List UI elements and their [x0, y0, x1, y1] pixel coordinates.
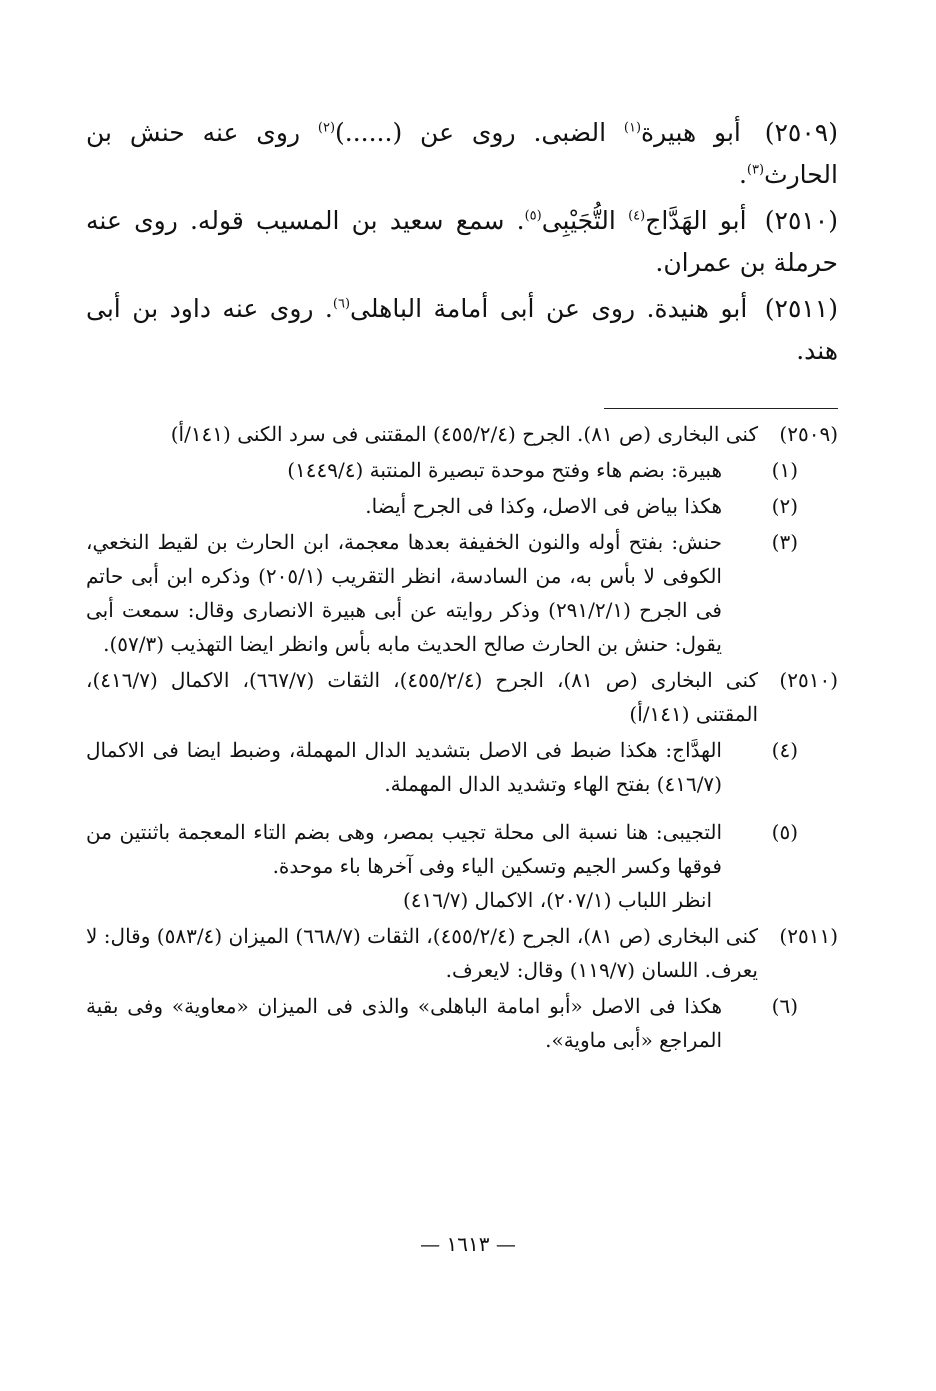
footnote-4: [86, 733, 838, 801]
entry-text: . روى عنه داود بن أبى هند.: [86, 294, 838, 365]
footnote-text: هبيرة: بضم هاء وفتح موحدة تبصيرة المنتبة (١٤٤٩/٤): [287, 458, 722, 482]
footnotes: [86, 417, 838, 1057]
footnote-label: (٥): [771, 820, 798, 844]
footnote-text: هكذا بياض فى الاصل، وكذا فى الجرح أيضا.: [365, 494, 722, 518]
entry-text: أبو هنيدة. روى عن أبى أمامة الباهلى: [350, 294, 748, 323]
footnote-ref-6[interactable]: (٦): [332, 296, 351, 312]
footnote-3: [86, 525, 838, 661]
footnote-ref-2[interactable]: (٢): [317, 120, 336, 136]
entry-number: (٢٥١١): [764, 294, 838, 323]
footnote-label: (١): [771, 458, 798, 482]
footnote-text: كنى البخارى (ص ٨١). الجرح (٤٥٥/٢/٤) المقتنى فى سرد الكنى (١٤١/أ): [170, 422, 758, 446]
footnote-divider: [604, 408, 838, 409]
footnote-ref-3[interactable]: (٣): [746, 162, 765, 178]
entry-text: أبو هبيرة: [641, 118, 741, 147]
footnote-text-extra: انظر اللباب (٢٠٧/١)، الاكمال (٤١٦/٧): [402, 888, 712, 912]
footnote-6: [86, 989, 838, 1057]
footnote-2509: [86, 417, 838, 451]
footnote-text: حنش: بفتح أوله والنون الخفيفة بعدها معجمة، ابن الحارث بن لقيط النخعي، الكوفى لا بأس به، من السادسة، انظر التقريب (٢٠٥/١) وذكره ابن أبى حاتم فى الجرح (٢٩١/٢/١) وذكر روايته عن أبى هبيرة الانصارى وقال: سمعت أبى يقول: حنش بن الحارث صالح الحديث مابه بأس وانظر ايضا التهذيب (٥٧/٣).: [86, 530, 722, 656]
footnote-text-block: [86, 815, 722, 917]
footnote-text: كنى البخارى (ص ٨١)، الجرح (٤٥٥/٢/٤)، الثقات (٦٦٨/٧) الميزان (٥٨٣/٤) وقال: لا يعرف. اللسان (١١٩/٧) وقال: لايعرف.: [86, 924, 759, 982]
footnote-label: (٤): [771, 738, 798, 762]
entry-text: التُّجَيْبِى: [541, 206, 629, 235]
footnote-ref-1[interactable]: (١): [623, 120, 642, 136]
footnote-ref-5[interactable]: (٥): [524, 208, 542, 224]
footnote-5: [86, 815, 838, 917]
footnote-label: (٢): [771, 494, 798, 518]
entry-2509: [86, 112, 838, 196]
entry-2511: [86, 288, 838, 372]
entry-number: (٢٥١٠): [764, 206, 838, 235]
page-number: — ١٦١٣ —: [420, 1232, 516, 1256]
footnote-text: الهدَّاج: هكذا ضبط فى الاصل بتشديد الدال المهملة، وضبط ايضا فى الاكمال (٤١٦/٧) بفتح الهاء وتشديد الدال المهملة.: [86, 738, 722, 796]
footnote-1: [86, 453, 838, 487]
footnote-label: (٣): [771, 530, 798, 554]
entry-text: الضبى. روى عن (......): [335, 118, 624, 147]
entry-number: (٢٥٠٩): [764, 118, 838, 147]
entry-2510: [86, 200, 838, 284]
page-body: [86, 112, 838, 1059]
footnote-label: (٢٥١٠): [779, 668, 838, 692]
footnote-label: (٦): [771, 994, 798, 1018]
entry-text: . سمع سعيد بن المسيب قوله. روى عنه حرملة بن عمران.: [86, 206, 838, 277]
footnote-label: (٢٥٠٩): [779, 422, 838, 446]
entry-text: .: [738, 160, 747, 189]
entry-text: أبو الهَدَّاج: [645, 206, 747, 235]
footnote-2510: [86, 663, 838, 731]
footnote-ref-4[interactable]: (٤): [628, 208, 646, 224]
footnote-2511: [86, 919, 838, 987]
footnote-text: كنى البخارى (ص ٨١)، الجرح (٤٥٥/٢/٤)، الثقات (٦٦٧/٧)، الاكمال (٤١٦/٧)، المقتنى (١٤١/أ): [86, 668, 759, 726]
footnote-2: [86, 489, 838, 523]
footnote-text: التجيبى: هنا نسبة الى محلة تجيب بمصر، وهى بضم التاء المعجمة باثنتين من فوقها وكسر الجيم وتسكين الياء وفى آخرها باء موحدة.: [86, 820, 722, 878]
footnote-label: (٢٥١١): [779, 924, 838, 948]
entry-text: روى عنه حنش بن الحارث: [86, 118, 838, 189]
footnote-text: هكذا فى الاصل «أبو امامة الباهلى» والذى فى الميزان «معاوية» وفى بقية المراجع «أبى ماوية».: [86, 994, 722, 1052]
